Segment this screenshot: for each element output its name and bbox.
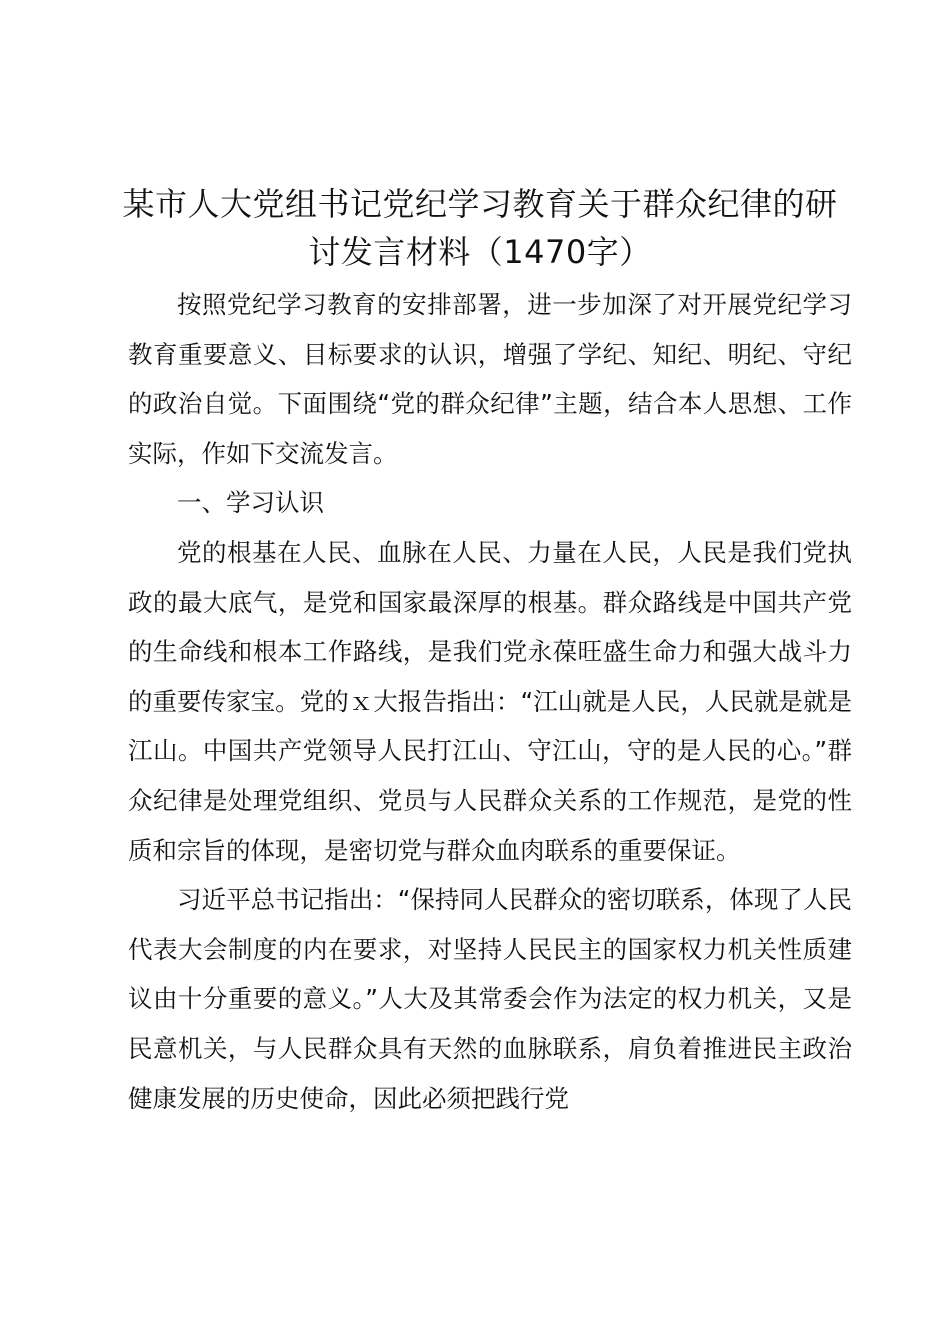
intro-paragraph: 按照党纪学习教育的安排部署，进一步加深了对开展党纪学习教育重要意义、目标要求的认识，增强了学纪、知纪、明纪、守纪的政治自觉。下面围绕“党的群众纪律”主题，结合本人思想、工作实际，作如下交流发言。 — [128, 290, 852, 468]
section-heading: 一、学习认识 — [177, 488, 324, 518]
body-paragraph: 习近平总书记指出：“保持同人民群众的密切联系，体现了人民代表大会制度的内在要求，对坚持人民民主的国家权力机关性质建议由十分重要的意义。”人大及其常委会作为法定的权力机关，又是民意机关，与人民群众具有天然的血脉联系，肩负着推进民主政治健康发展的历史使命，因此必须把践行党 — [128, 885, 852, 1113]
document-body — [128, 280, 852, 1123]
document-title: 某市人大党组书记党纪学习教育关于群众纪律的研讨发言材料（1470字） — [122, 185, 838, 271]
body-paragraph: 党的根基在人民、血脉在人民、力量在人民，人民是我们党执政的最大底气，是党和国家最深厚的根基。群众路线是中国共产党的生命线和根本工作路线，是我们党永葆旺盛生命力和强大战斗力的重要传家宝。党的ｘ大报告指出：“江山就是人民，人民就是就是江山。中国共产党领导人民打江山、守江山，守的是人民的心。”群众纪律是处理党组织、党员与人民群众关系的工作规范，是党的性质和宗旨的体现，是密切党与群众血肉联系的重要保证。 — [128, 537, 852, 865]
